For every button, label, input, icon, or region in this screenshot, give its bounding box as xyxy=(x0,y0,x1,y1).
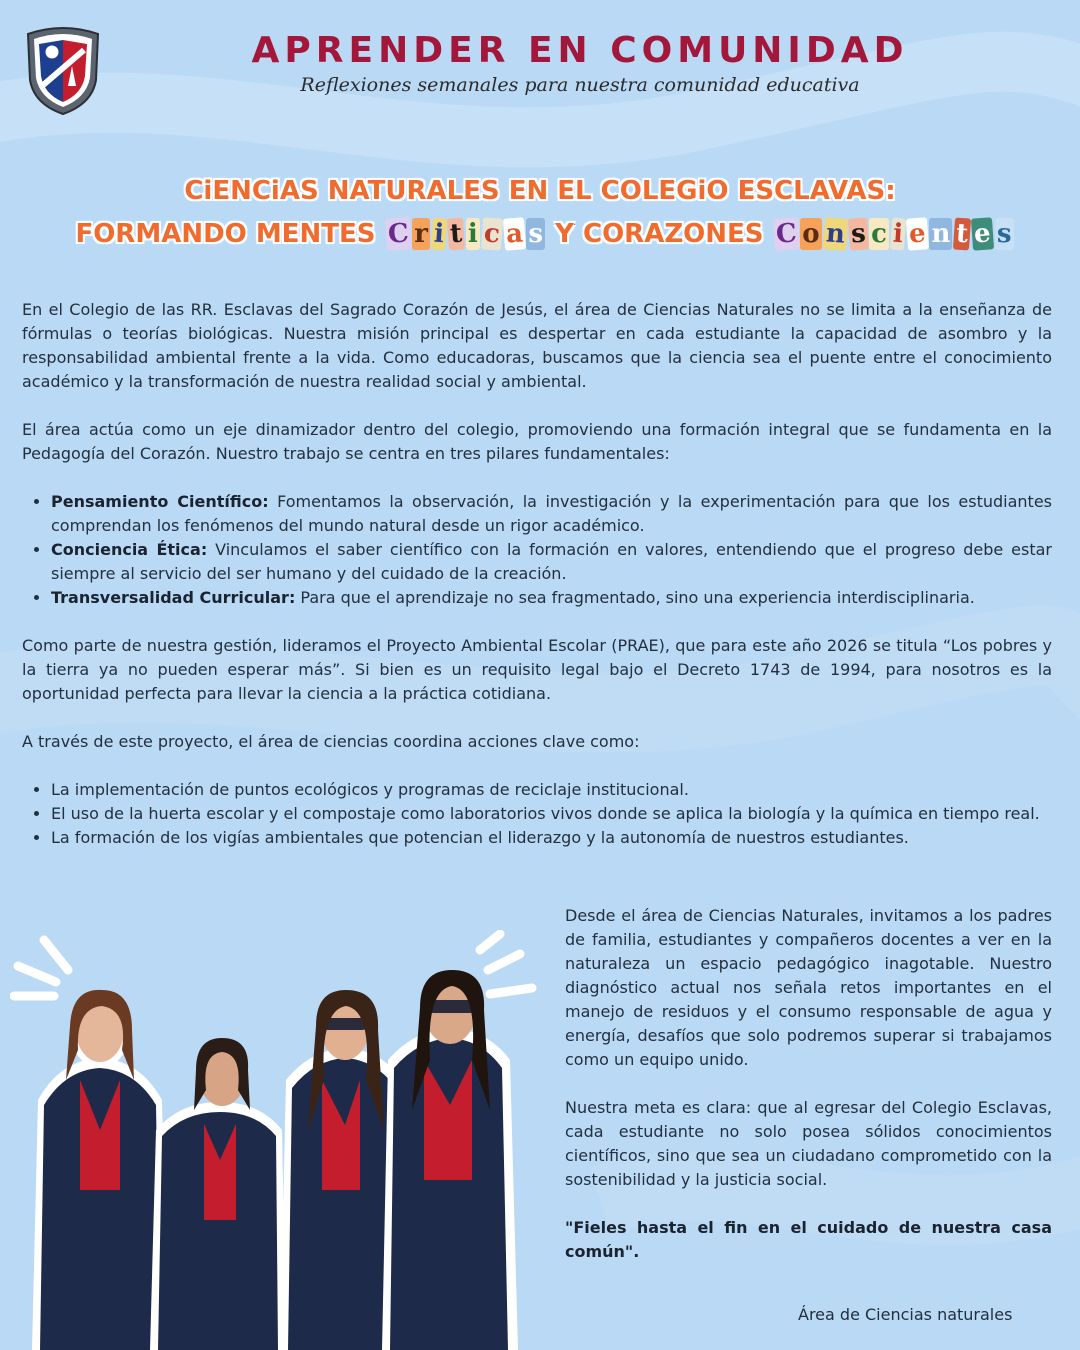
pillar-text: Para que el aprendizaje no sea fragmentado, sino una experiencia interdisciplinaria. xyxy=(295,588,975,607)
headline-line-1: CiENCiAS NATURALES EN EL COLEGiO ESCLAVAS: xyxy=(184,176,896,206)
paragraph-actions-intro: A través de este proyecto, el área de ciencias coordina acciones clave como: xyxy=(22,732,640,751)
paragraph-goal: Nuestra meta es clara: que al egresar del Colegio Esclavas, cada estudiante no solo posea sólidos conocimientos científicos, sino que sea un ciudadano comprometido con la sostenibilidad y la justicia social. xyxy=(565,1098,1052,1189)
list-item xyxy=(51,586,1052,610)
collage-criticas-letter: i xyxy=(431,218,447,251)
pillar-title: Pensamiento Científico: xyxy=(51,492,269,511)
collage-word-criticas xyxy=(385,219,547,249)
collage-conscientes-letter: s xyxy=(847,217,868,250)
teachers-photo xyxy=(10,930,540,1350)
closing-quote: "Fieles hasta el fin en el cuidado de nuestra casa común". xyxy=(565,1218,1052,1261)
pillar-text: Fomentamos la observación, la investigación y la experimentación para que los estudiantes comprendan los fenómenos del mundo natural desde un rigor académico. xyxy=(51,492,1053,535)
signature: Área de Ciencias naturales xyxy=(798,1305,1013,1324)
collage-conscientes-letter: e xyxy=(906,217,929,250)
paragraph-invitation: Desde el área de Ciencias Naturales, invitamos a los padres de familia, estudiantes y compañeros docentes a ver en la naturaleza un espacio pedagógico inagotable. Nuestro diagnóstico actual nos señala retos importantes en el manejo de residuos y el consumo responsable de agua y energía, desafíos que solo podremos superar si trabajamos como un equipo unido. xyxy=(565,906,1052,1069)
pillars-list xyxy=(51,490,1052,610)
collage-criticas-letter: C xyxy=(384,217,411,251)
paragraph-area: El área actúa como un eje dinamizador dentro del colegio, promoviendo una formación integral que se fundamenta en la Pedagogía del Corazón. Nuestro trabajo se centra en tres pilares fundamentales: xyxy=(22,420,1052,463)
list-item xyxy=(51,490,1052,538)
pillar-title: Conciencia Ética: xyxy=(51,540,208,559)
collage-word-conscientes xyxy=(773,219,1015,249)
pillar-title: Transversalidad Curricular: xyxy=(51,588,296,607)
teacher-figure xyxy=(150,1038,286,1350)
teacher-figure xyxy=(382,970,518,1350)
page-subtitle: Reflexiones semanales para nuestra comunidad educativa xyxy=(300,74,860,96)
list-item: • El uso de la huerta escolar y el compostaje como laboratorios vivos donde se aplica la biología y la química en tiempo real. xyxy=(51,802,1052,826)
collage-conscientes-letter: o xyxy=(802,219,820,249)
actions-list xyxy=(51,778,1052,850)
collage-conscientes-letter: n xyxy=(931,219,951,249)
page-title: APRENDER EN COMUNIDAD xyxy=(251,30,909,71)
collage-conscientes-letter: c xyxy=(871,219,888,249)
list-item: • La formación de los vigías ambientales que potencian el liderazgo y la autonomía de nuestros estudiantes. xyxy=(51,826,1052,850)
collage-conscientes-letter: i xyxy=(890,218,906,251)
collage-criticas-letter: t xyxy=(447,217,465,250)
headline-middle: Y CORAZONES xyxy=(555,219,764,249)
pillar-text: Vinculamos el saber científico con la formación en valores, entendiendo que el progreso debe estar siempre al servicio del ser humano y del cuidado de la creación. xyxy=(51,540,1052,583)
list-item xyxy=(51,538,1052,586)
teacher-figure xyxy=(32,990,168,1350)
list-item: • La implementación de puntos ecológicos y programas de reciclaje institucional. xyxy=(51,778,1052,802)
collage-criticas-letter: c xyxy=(481,217,503,250)
collage-conscientes-letter: C xyxy=(772,217,799,251)
school-crest-logo xyxy=(22,24,104,116)
collage-criticas-letter: s xyxy=(528,219,544,249)
paragraph-intro: En el Colegio de las RR. Esclavas del Sagrado Corazón de Jesús, el área de Ciencias Naturales no se limita a la enseñanza de fórmulas o teorías biológicas. Nuestra misión principal es despertar en cada estudiante la capacidad de asombro y la responsabilidad ambiental frente a la vida. Como educadoras, buscamos que la ciencia sea el puente entre el conocimiento académico y la transformación de nuestra realidad social y ambiental. xyxy=(22,300,1052,391)
closing-column xyxy=(565,904,1052,1288)
headline-line-2 xyxy=(30,218,1060,250)
collage-conscientes-letter: e xyxy=(971,217,994,250)
article-body xyxy=(22,298,1052,874)
collage-conscientes-letter: t xyxy=(953,217,971,250)
collage-conscientes-letter: s xyxy=(996,219,1012,249)
collage-criticas-letter: i xyxy=(467,219,478,249)
paragraph-prae: Como parte de nuestra gestión, lideramos el Proyecto Ambiental Escolar (PRAE), que para este año 2026 se titula “Los pobres y la tierra ya no pueden esperar más”. Si bien es un requisito legal bajo el Decreto 1743 de 1994, para nosotros es la oportunidad perfecta para llevar la ciencia a la práctica cotidiana. xyxy=(22,636,1052,703)
collage-criticas-letter: r xyxy=(414,219,428,249)
headline-prefix: FORMANDO MENTES xyxy=(75,219,376,249)
collage-criticas-letter: a xyxy=(502,217,525,250)
collage-conscientes-letter: n xyxy=(823,217,848,251)
